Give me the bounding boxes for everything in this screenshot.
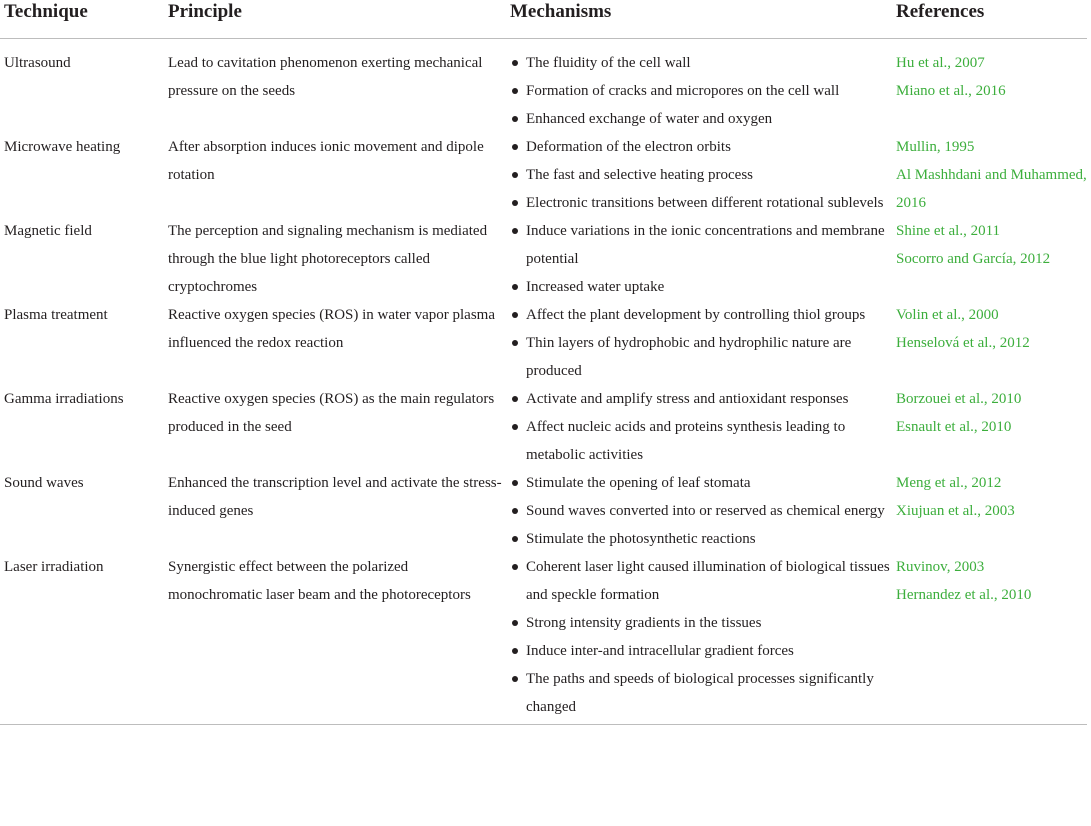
header-references: References — [892, 0, 1087, 39]
mechanism-item: Activate and amplify stress and antioxidant responses — [510, 385, 892, 413]
table-row — [0, 217, 1087, 301]
references-cell — [892, 217, 1087, 301]
mechanism-item: Stimulate the photosynthetic reactions — [510, 525, 892, 553]
technique-cell: Microwave heating — [4, 139, 121, 155]
table-row — [0, 553, 1087, 721]
principle-cell: Enhanced the transcription level and activate the stress-induced genes — [168, 475, 502, 519]
mechanisms-cell — [506, 553, 892, 721]
technique-cell: Gamma irradiations — [4, 391, 124, 407]
mechanism-item: Electronic transitions between different rotational sublevels — [510, 189, 892, 217]
mechanisms-cell — [506, 385, 892, 469]
principle-cell: Synergistic effect between the polarized monochromatic laser beam and the photoreceptors — [168, 559, 471, 603]
references-cell — [892, 301, 1087, 385]
mechanisms-cell — [506, 39, 892, 134]
table-row — [0, 133, 1087, 217]
mechanism-item: Increased water uptake — [510, 273, 892, 301]
mechanisms-cell — [506, 133, 892, 217]
reference-link[interactable]: Socorro and García, 2012 — [896, 251, 1051, 267]
table-row — [0, 39, 1087, 134]
header-mechanisms: Mechanisms — [506, 0, 892, 39]
reference-link[interactable]: Miano et al., 2016 — [896, 83, 1006, 99]
reference-link[interactable]: Mullin, 1995 — [896, 139, 975, 155]
reference-link[interactable]: Meng et al., 2012 — [896, 475, 1002, 491]
technique-cell: Magnetic field — [4, 223, 92, 239]
mechanism-item: Induce inter-and intracellular gradient forces — [510, 637, 892, 665]
mechanism-item: Formation of cracks and micropores on the cell wall — [510, 77, 892, 105]
reference-link[interactable]: Hu et al., 2007 — [896, 55, 985, 71]
mechanism-item: Thin layers of hydrophobic and hydrophilic nature are produced — [510, 329, 892, 385]
reference-link[interactable]: Xiujuan et al., 2003 — [896, 503, 1015, 519]
reference-link[interactable]: Ruvinov, 2003 — [896, 559, 985, 575]
reference-link[interactable]: Shine et al., 2011 — [896, 223, 1001, 239]
principle-cell: The perception and signaling mechanism is mediated through the blue light photoreceptors called cryptochromes — [168, 223, 488, 295]
table-row — [0, 301, 1087, 385]
header-row — [0, 0, 1087, 39]
references-cell — [892, 133, 1087, 217]
mechanisms-cell — [506, 301, 892, 385]
principle-cell: Reactive oxygen species (ROS) in water vapor plasma influenced the redox reaction — [168, 307, 495, 351]
table-row — [0, 469, 1087, 553]
table-row — [0, 385, 1087, 469]
mechanism-item: The paths and speeds of biological processes significantly changed — [510, 665, 892, 721]
technique-cell: Sound waves — [4, 475, 84, 491]
mechanism-item: Deformation of the electron orbits — [510, 133, 892, 161]
mechanism-item: Affect the plant development by controlling thiol groups — [510, 301, 892, 329]
mechanism-item: Affect nucleic acids and proteins synthesis leading to metabolic activities — [510, 413, 892, 469]
table-body — [0, 39, 1087, 722]
technique-cell: Ultrasound — [4, 55, 71, 71]
references-cell — [892, 553, 1087, 721]
reference-link[interactable]: Borzouei et al., 2010 — [896, 391, 1022, 407]
mechanism-item: Sound waves converted into or reserved as chemical energy — [510, 497, 892, 525]
mechanism-item: The fluidity of the cell wall — [510, 49, 892, 77]
mechanisms-cell — [506, 469, 892, 553]
reference-link[interactable]: Al Mashhdani and Muhammed, 2016 — [896, 167, 1087, 211]
technique-cell: Plasma treatment — [4, 307, 108, 323]
technique-cell: Laser irradiation — [4, 559, 104, 575]
references-cell — [892, 469, 1087, 553]
reference-link[interactable]: Hernandez et al., 2010 — [896, 587, 1032, 603]
reference-link[interactable]: Esnault et al., 2010 — [896, 419, 1012, 435]
mechanism-item: Induce variations in the ionic concentrations and membrane potential — [510, 217, 892, 273]
mechanism-item: Coherent laser light caused illumination of biological tissues and speckle formation — [510, 553, 892, 609]
principle-cell: After absorption induces ionic movement and dipole rotation — [168, 139, 484, 183]
principle-cell: Lead to cavitation phenomenon exerting mechanical pressure on the seeds — [168, 55, 483, 99]
reference-link[interactable]: Henselová et al., 2012 — [896, 335, 1030, 351]
references-cell — [892, 39, 1087, 134]
mechanism-item: Enhanced exchange of water and oxygen — [510, 105, 892, 133]
table-bottom-rule — [0, 724, 1087, 725]
mechanism-item: The fast and selective heating process — [510, 161, 892, 189]
mechanism-item: Stimulate the opening of leaf stomata — [510, 469, 892, 497]
reference-link[interactable]: Volin et al., 2000 — [896, 307, 999, 323]
mechanism-item: Strong intensity gradients in the tissues — [510, 609, 892, 637]
mechanisms-cell — [506, 217, 892, 301]
header-principle: Principle — [164, 0, 506, 39]
references-cell — [892, 385, 1087, 469]
principle-cell: Reactive oxygen species (ROS) as the main regulators produced in the seed — [168, 391, 495, 435]
header-technique: Technique — [0, 0, 164, 39]
